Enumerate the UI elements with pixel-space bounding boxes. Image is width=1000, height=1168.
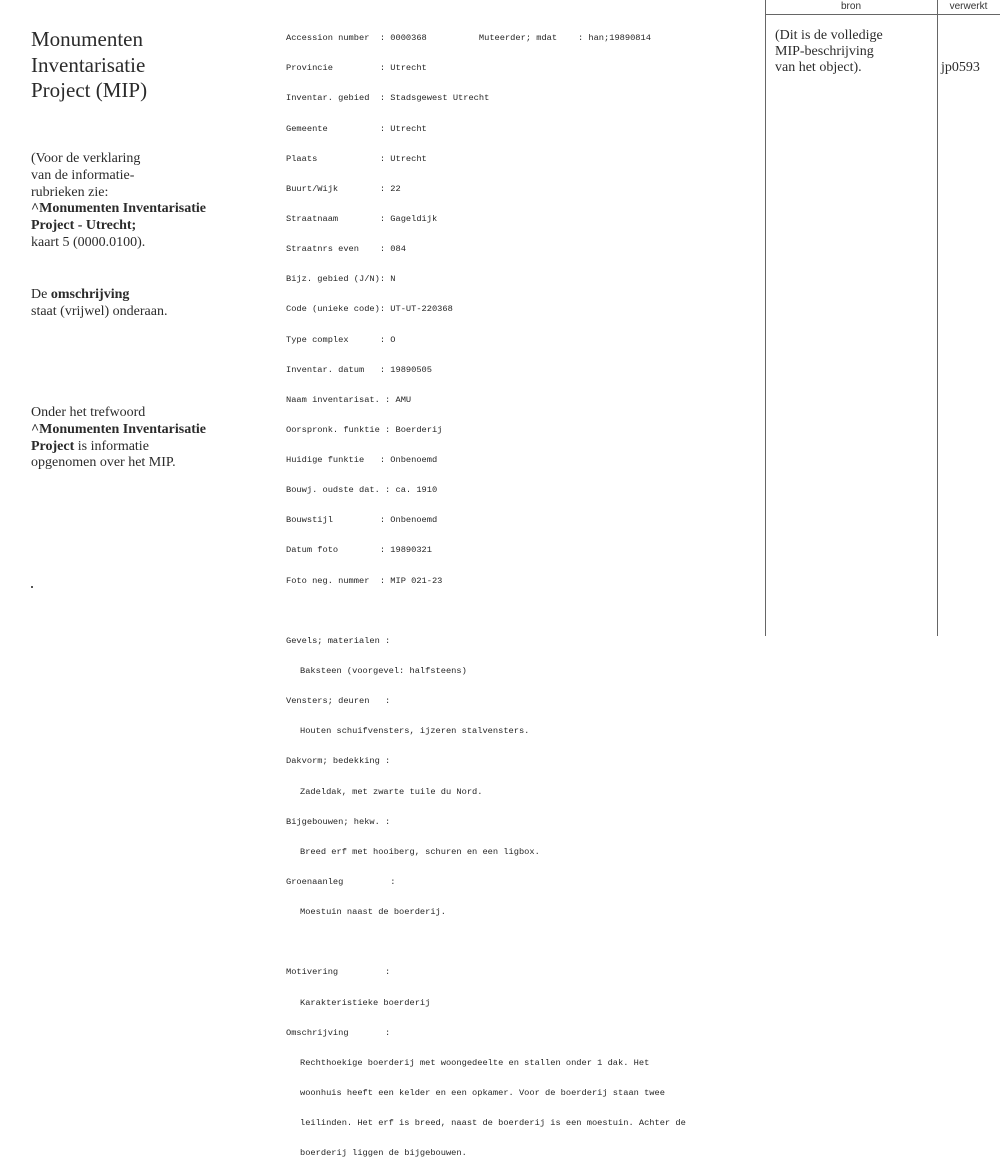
section-label: Gevels; materialen : — [286, 635, 391, 646]
note-keyword: Project - Utrecht; — [31, 218, 137, 234]
stray-mark — [31, 586, 33, 588]
omschrijving-line: woonhuis heeft een kelder en een opkamer. Voor de boerderij staan twee — [300, 1088, 665, 1099]
record-field: Naam inventarisat. : AMU — [286, 394, 412, 405]
note-keyword: ^Monumenten Inventarisatie — [31, 201, 206, 217]
note-line: Onder het trefwoord — [31, 405, 146, 420]
note-keyword: Project — [31, 438, 75, 454]
title-line: Project (MIP) — [31, 78, 148, 102]
record-field: Inventar. gebied : Stadsgewest Utrecht — [286, 93, 490, 104]
note-text: is informatie — [74, 438, 149, 454]
note-keyword: omschrijving — [50, 287, 130, 302]
info-rubrics-note — [31, 151, 206, 252]
record-field: Type complex : O — [286, 334, 396, 345]
section-label: Groenaanleg : — [286, 877, 396, 888]
note-line: rubrieken zie: — [31, 184, 109, 200]
mip-keyword-note — [31, 405, 206, 472]
note-line: kaart 5 (0000.0100). — [31, 234, 146, 250]
bron-cell — [775, 28, 883, 76]
record-field: Bouwstijl : Onbenoemd — [286, 515, 438, 526]
record-field: Straatnaam : Gageldijk — [286, 213, 438, 224]
omschrijving-line: boerderij liggen de bijgebouwen. — [300, 1148, 467, 1159]
omschrijving-line: leilinden. Het erf is breed, naast de boerderij is een moestuin. Achter de — [300, 1118, 686, 1129]
note-line — [31, 287, 167, 304]
column-divider — [937, 0, 938, 636]
bron-line: MIP-beschrijving — [775, 44, 874, 59]
record-field: Foto neg. nummer : MIP 021-23 — [286, 575, 443, 586]
spacer — [286, 606, 756, 616]
section-value: Breed erf met hooiberg, schuren en een ligbox. — [300, 846, 540, 857]
section-value: Moestuin naast de boerderij. — [300, 907, 446, 918]
note-text: De — [31, 287, 51, 302]
bron-line: (Dit is de volledige — [775, 28, 883, 43]
spacer — [286, 937, 756, 947]
record-field: Datum foto : 19890321 — [286, 545, 432, 556]
description-note — [31, 287, 167, 321]
record-field: Straatnrs even : 084 — [286, 244, 406, 255]
title-line: Inventarisatie — [31, 52, 146, 77]
column-divider — [765, 0, 766, 636]
record-field: Huidige funktie : Onbenoemd — [286, 455, 438, 466]
record-field: Provincie : Utrecht — [286, 63, 427, 74]
section-value: Zadeldak, met zwarte tuile du Nord. — [300, 786, 483, 797]
omschrijving-line: Rechthoekige boerderij met woongedeelte en stallen onder 1 dak. Het — [300, 1057, 650, 1068]
record-field: Plaats : Utrecht — [286, 153, 427, 164]
note-line: staat (vrijwel) onderaan. — [31, 303, 168, 319]
section-label: Vensters; deuren : — [286, 696, 391, 707]
omschrijving-label: Omschrijving : — [286, 1027, 391, 1038]
motivering-value: Karakteristieke boerderij — [300, 997, 431, 1008]
note-keyword: ^Monumenten Inventarisatie — [31, 421, 206, 437]
record-field: Bouwj. oudste dat. : ca. 1910 — [286, 485, 438, 496]
note-line: (Voor de verklaring — [31, 151, 141, 166]
page-title — [31, 27, 147, 104]
bron-column-header: bron — [840, 1, 861, 12]
bron-line: van het object). — [775, 60, 862, 75]
title-line: Monumenten — [31, 27, 143, 51]
record-field: Oorspronk. funktie : Boerderij — [286, 424, 443, 435]
section-label: Bijgebouwen; hekw. : — [286, 816, 391, 827]
section-value: Houten schuifvensters, ijzeren stalvensters. — [300, 726, 530, 737]
verwerkt-cell: jp0593 — [941, 60, 980, 75]
note-line — [31, 439, 206, 456]
section-value: Baksteen (voorgevel: halfsteens) — [300, 666, 467, 677]
note-line: opgenomen over het MIP. — [31, 455, 176, 471]
record-field: Accession number : 0000368 Muteerder; mdat : han;19890814 — [286, 33, 651, 44]
record-card — [286, 13, 756, 1168]
record-field: Bijz. gebied (J/N): N — [286, 274, 396, 285]
record-field: Inventar. datum : 19890505 — [286, 364, 432, 375]
motivering-label: Motivering : — [286, 967, 391, 978]
record-field: Gemeente : Utrecht — [286, 123, 427, 134]
note-line: van de informatie- — [31, 167, 135, 183]
section-label: Dakvorm; bedekking : — [286, 756, 391, 767]
record-field: Code (unieke code): UT-UT-220368 — [286, 304, 453, 315]
record-field: Buurt/Wijk : 22 — [286, 183, 401, 194]
verwerkt-column-header: verwerkt — [949, 1, 988, 12]
